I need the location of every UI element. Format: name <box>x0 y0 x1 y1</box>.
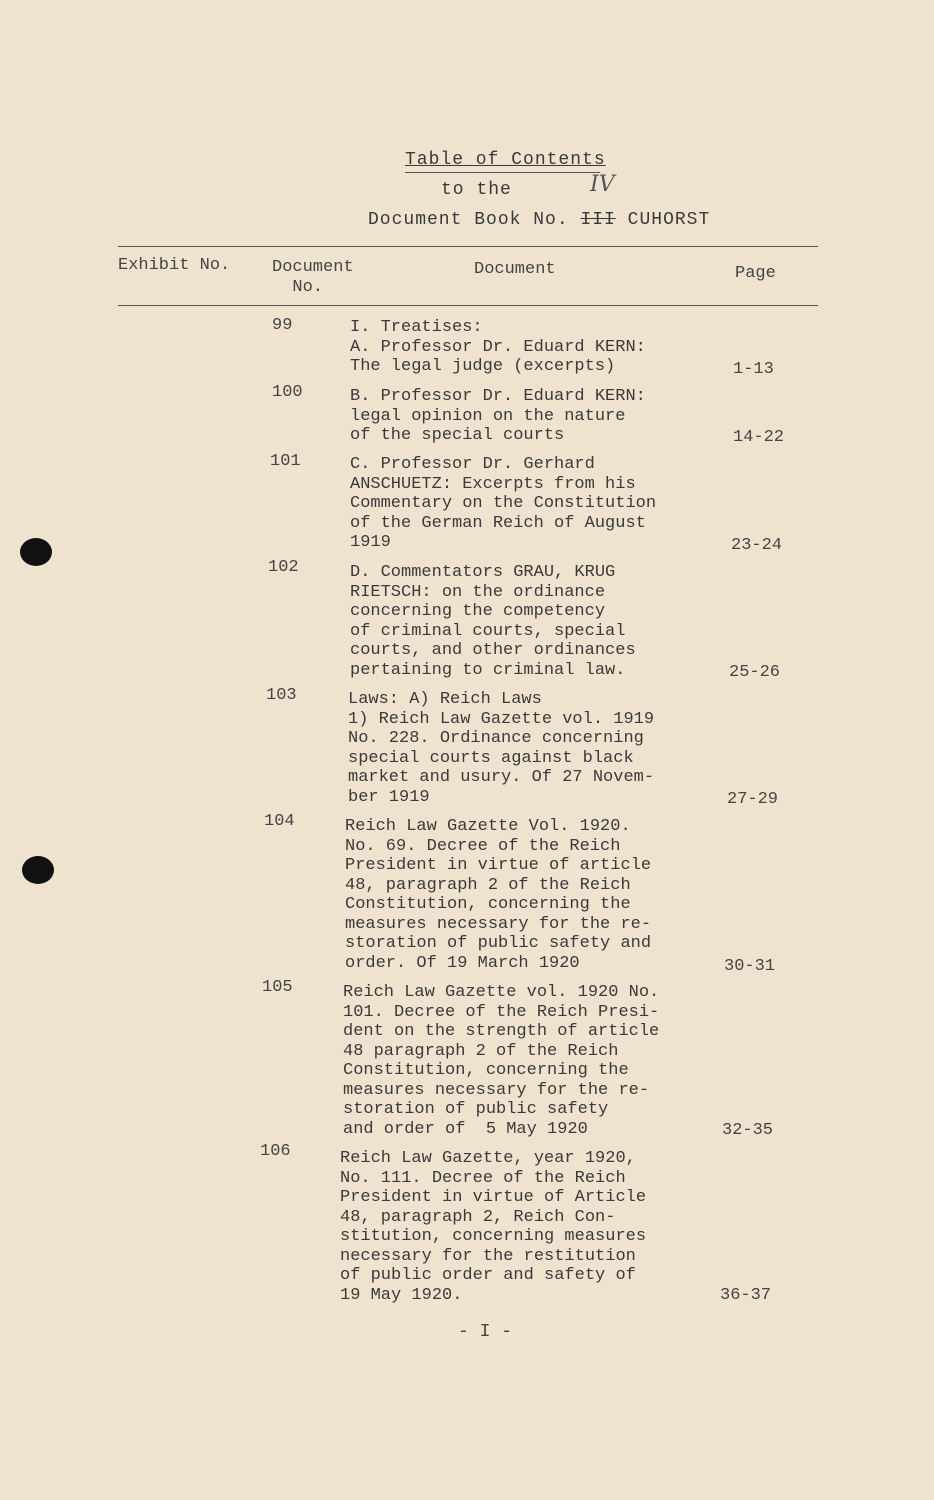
doc-number: 104 <box>264 812 295 831</box>
toc-title: Table of Contents <box>405 150 606 170</box>
header-document: Document <box>474 260 556 279</box>
doc-number: 105 <box>262 978 293 997</box>
page-footer: - I - <box>458 1322 513 1342</box>
entry-pages: 27-29 <box>727 790 779 809</box>
doc-number: 100 <box>272 383 303 402</box>
entry-description: Laws: A) Reich Laws 1) Reich Law Gazette vol. 1919 No. 228. Ordinance concerning special courts against black market and usury. Of 27 Novem- ber 1919 <box>348 690 655 807</box>
doc-number: 101 <box>270 452 301 471</box>
entry-pages: 1-13 <box>733 360 774 379</box>
toc-subtitle: to the <box>441 180 512 200</box>
entry-pages: 36-37 <box>720 1286 772 1305</box>
handwritten-book-number: IV <box>590 172 615 197</box>
header-top-rule <box>118 246 818 247</box>
entry-pages: 30-31 <box>724 957 776 976</box>
header-document-no: Document No. <box>272 258 354 297</box>
doc-number: 99 <box>272 316 293 335</box>
punch-hole-bottom <box>22 856 54 884</box>
entry-description: B. Professor Dr. Eduard KERN: legal opinion on the nature of the special courts <box>350 387 646 445</box>
document-book-label: Document Book No. <box>368 210 569 230</box>
entry-description: C. Professor Dr. Gerhard ANSCHUETZ: Excerpts from his Commentary on the Constitution of the German Reich of August 1919 <box>350 455 657 552</box>
header-bottom-rule <box>118 305 818 306</box>
entry-pages: 25-26 <box>729 663 781 682</box>
defendant-name: CUHORST <box>627 210 711 230</box>
entry-description: Reich Law Gazette vol. 1920 No. 101. Decree of the Reich Presi- dent on the strength of article 48 paragraph 2 of the Reich Constitution, concerning the measures necessary for the re- storation of public safety and order of 5 May 1920 <box>343 983 660 1139</box>
entry-pages: 32-35 <box>722 1121 774 1140</box>
document-book-line <box>368 210 710 230</box>
doc-number: 103 <box>266 686 297 705</box>
doc-number: 102 <box>268 558 299 577</box>
punch-hole-top <box>20 538 52 566</box>
entry-description: Reich Law Gazette Vol. 1920. No. 69. Decree of the Reich President in virtue of article 48, paragraph 2 of the Reich Constitution, concerning the measures necessary for the re- storation of public safety and order. Of 19 March 1920 <box>345 817 652 973</box>
entry-description: I. Treatises: A. Professor Dr. Eduard KERN: The legal judge (excerpts) <box>350 318 646 376</box>
header-page: Page <box>735 264 776 283</box>
entry-description: D. Commentators GRAU, KRUG RIETSCH: on the ordinance concerning the competency of criminal courts, special courts, and other ordinances pertaining to criminal law. <box>350 563 636 680</box>
struck-book-number: III <box>580 210 616 230</box>
entry-pages: 23-24 <box>731 536 783 555</box>
entry-description: Reich Law Gazette, year 1920, No. 111. Decree of the Reich President in virtue of Article 48, paragraph 2, Reich Con- stitution, concerning measures necessary for the restitution of public order and safety of 19 May 1920. <box>340 1149 647 1305</box>
header-exhibit-no: Exhibit No. <box>118 256 231 275</box>
entry-pages: 14-22 <box>733 428 785 447</box>
doc-number: 106 <box>260 1142 291 1161</box>
title-underline <box>405 172 600 173</box>
